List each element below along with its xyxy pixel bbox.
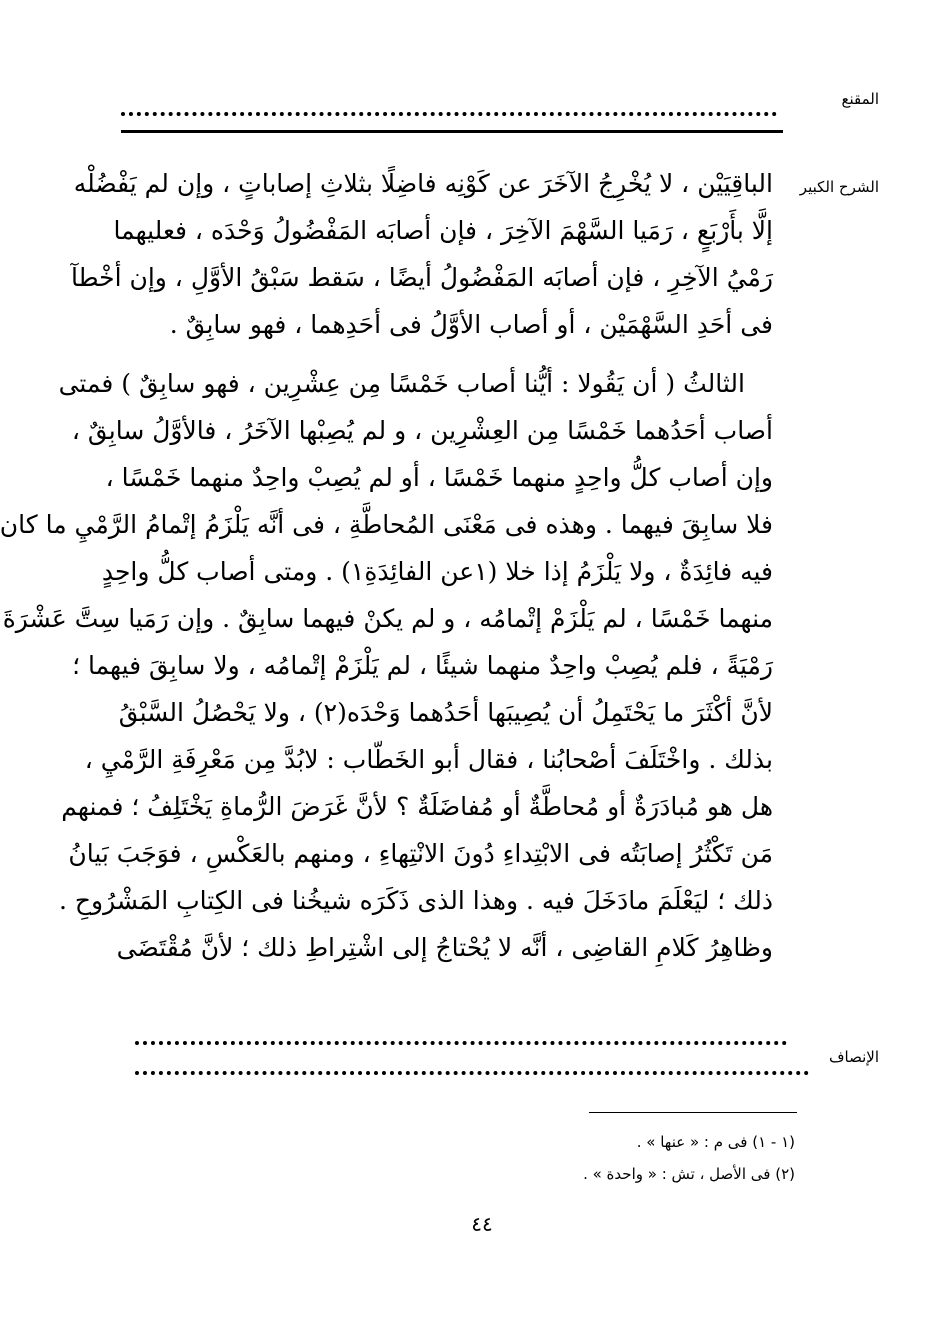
text-line: رَمْيَةً ، فلم يُصِبْ واحِدٌ منهما شيئًا ، لم يَلْزَمْ إتْمامُه ، ولا سابِقَ فيهما ؛ bbox=[72, 651, 773, 680]
footnote-rule bbox=[589, 1112, 797, 1113]
text-line: فى أحَدِ السَّهْمَيْن ، أو أصاب الأوَّلُ فى أحَدِهما ، فهو سابِقٌ . bbox=[169, 310, 773, 339]
text-line: لأنَّ أكْثَرَ ما يَحْتَمِلُ أن يُصِيبَها أحَدُهما وَحْدَه(٢) ، ولا يَحْصُلُ السَّبْقُ bbox=[118, 698, 773, 727]
footnote-item: (١ - ١) فى م : « عنها » . bbox=[636, 1133, 795, 1151]
footnote-item: (٢) فى الأصل ، تش : « واحدة » . bbox=[583, 1165, 795, 1183]
text-line: الثالثُ ( أن يَقُولا : أيُّنا أصاب خَمْسًا مِن عِشْرِين ، فهو سابِقٌ ) فمتى bbox=[58, 369, 745, 398]
main-text-block bbox=[0, 160, 773, 971]
text-line: مَن تَكْثُرُ إصابَتُه فى الابْتِداءِ دُونَ الانْتِهاءِ ، ومنهم بالعَكْسِ ، فوَجَبَ بَيانُ bbox=[68, 839, 773, 868]
header-dotted-line bbox=[121, 112, 777, 116]
insaf-dotted-line-1 bbox=[135, 1041, 787, 1045]
page-number: ٤٤ bbox=[471, 1212, 493, 1236]
text-line: وإن أصاب كلُّ واحِدٍ منهما خَمْسًا ، أو لم يُصِبْ واحِدٌ منهما خَمْسًا ، bbox=[105, 463, 773, 492]
text-line: بذلك . واخْتَلَفَ أصْحابُنا ، فقال أبو الخَطّاب : لابُدَّ مِن مَعْرِفَةِ الرَّمْيِ ، bbox=[84, 745, 773, 774]
text-line: أصاب أحَدُهما خَمْسًا مِن العِشْرِين ، و لم يُصِبْها الآخَرُ ، فالأوَّلُ سابِقٌ ، bbox=[71, 416, 773, 445]
text-line: وظاهِرُ كَلامِ القاضِى ، أنَّه لا يُحْتاجُ إلى اشْتِراطِ ذلك ؛ لأنَّ مُقْتَضَى bbox=[116, 933, 773, 962]
paragraph-gap bbox=[121, 348, 773, 360]
text-line: منهما خَمْسًا ، لم يَلْزَمْ إتْمامُه ، و لم يكنْ فيهما سابِقٌ . وإن رَمَيا سِتَّ عَشْرَةَ bbox=[2, 604, 773, 633]
text-line: فلا سابِقَ فيهما . وهذه فى مَعْنَى المُحاطَّةِ ، فى أنَّه يَلْزَمُ إتْمامُ الرَّمْيِ ما كان bbox=[0, 510, 773, 539]
insaf-margin-label: الإنصاف bbox=[828, 1048, 879, 1066]
text-line: ذلك ؛ ليَعْلَمَ مادَخَلَ فيه . وهذا الذى ذَكَرَه شيخُنا فى الكِتابِ المَشْرُوحِ . bbox=[58, 886, 773, 915]
text-line: فيه فائِدَةٌ ، ولا يَلْزَمُ إذا خلا (١عن الفائِدَةِ١) . ومتى أصاب كلُّ واحِدٍ bbox=[101, 557, 773, 586]
text-line: إلَّا بأَرْبَعٍ ، رَمَيا السَّهْمَ الآخِرَ ، فإن أصابَه المَفْضُولُ وَحْدَه ، فعليهما bbox=[113, 216, 773, 245]
text-line: الباقِيَيْن ، لا يُخْرِجُ الآخَرَ عن كَوْنِه فاضِلًا بثلاثِ إصاباتٍ ، وإن لم يَفْضُلْه bbox=[73, 169, 773, 198]
text-line: هل هو مُبادَرَةٌ أو مُحاطَّةٌ أو مُفاضَلَةٌ ؟ لأنَّ غَرَضَ الرُّماةِ يَخْتَلِفُ ؛ فمنهم bbox=[61, 792, 773, 821]
footnotes bbox=[583, 1126, 795, 1190]
insaf-dotted-line-2 bbox=[135, 1071, 809, 1075]
text-line: رَمْيُ الآخِرِ ، فإن أصابَه المَفْضُولُ أيضًا ، سَقط سَبْقُ الأوَّلِ ، وإن أخْطآ bbox=[71, 263, 773, 292]
header-rule bbox=[121, 130, 783, 133]
book-title-label: المقنع bbox=[841, 90, 879, 108]
sharh-margin-label: الشرح الكبير bbox=[799, 178, 879, 196]
